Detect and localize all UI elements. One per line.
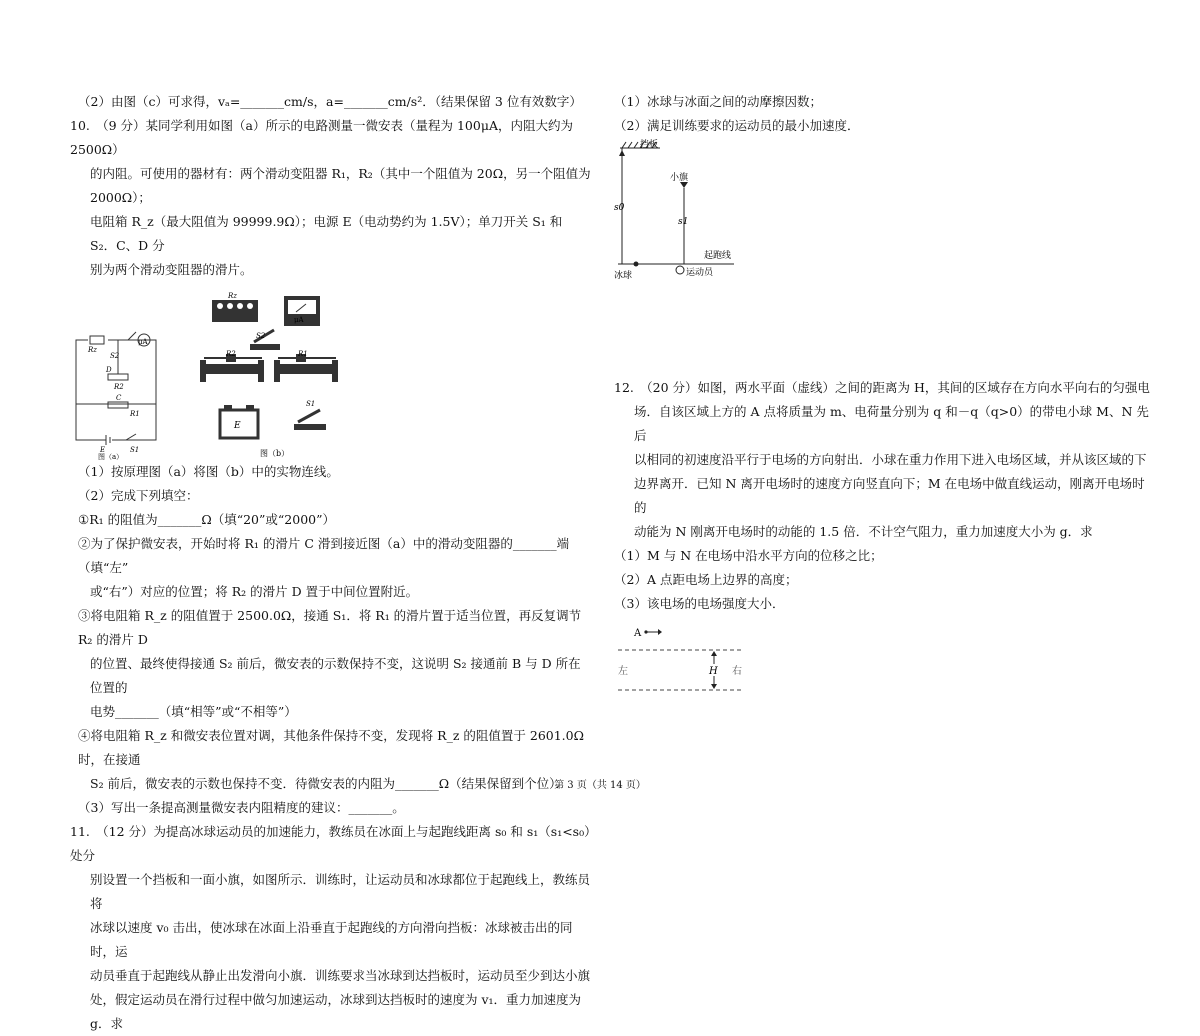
text-line: （1）M 与 N 在电场中沿水平方向的位移之比； — [614, 548, 883, 563]
text-line: 场．自该区域上方的 A 点将质量为 m、电荷量分别为 q 和－q（q>0）的带电小球 M、N 先后 — [634, 404, 1149, 443]
rheostat-r1-icon — [274, 354, 338, 382]
ice-hockey-figure — [614, 138, 1154, 288]
text-line: 别为两个滑动变阻器的滑片。 — [90, 262, 253, 277]
circuit-diagram-svg — [70, 292, 590, 460]
text-line: 电阻箱 R_z（最大阻值为 99999.9Ω）；电源 E（电动势约为 1.5V）；单刀开关 S₁ 和 S₂．C、D 分 — [90, 214, 563, 253]
switch-s1-icon — [294, 410, 326, 430]
text-line: （2）由图（c）可求得，vₐ=_______cm/s，a=_______cm/s²．（结果保留 3 位有效数字） — [78, 94, 582, 109]
h-label: H — [709, 666, 718, 677]
fig-b-s1-label: S1 — [306, 400, 316, 408]
text-line: （3）写出一条提高测量微安表内阻精度的建议：_______。 — [78, 800, 405, 815]
fig-b-caption: 图（b） — [260, 449, 290, 458]
left-column — [70, 90, 592, 1036]
text-line: （1）冰球与冰面之间的动摩擦因数； — [614, 94, 822, 109]
text-line: 的位置、最终使得接通 S₂ 前后，微安表的示数保持不变，这说明 S₂ 接通前 B 与 D 所在位置的 — [90, 656, 581, 695]
text-line: （1）按原理图（a）将图（b）中的实物连线。 — [78, 464, 339, 479]
puck-icon — [634, 262, 639, 267]
right-label: 右 — [732, 666, 742, 677]
fig-a-c-label: C — [116, 394, 122, 402]
athlete-icon — [676, 266, 684, 274]
text-line: 或“右”）对应的位置；将 R₂ 的滑片 D 置于中间位置附近。 — [90, 584, 419, 599]
fig-a-r2-label: R2 — [114, 383, 124, 391]
fig-b-e-label: E — [234, 421, 241, 431]
left-label: 左 — [618, 666, 628, 677]
text-line: 别设置一个挡板和一面小旗，如图所示．训练时，让运动员和冰球都位于起跑线上，教练员将 — [90, 872, 591, 911]
text-line: 动员垂直于起跑线从静止出发滑向小旗．训练要求当冰球到达挡板时，运动员至少到达小旗 — [90, 968, 591, 983]
fig-a-ua-label: μA — [138, 338, 148, 346]
text-line: （2）满足训练要求的运动员的最小加速度． — [614, 118, 860, 133]
baffle-label: 挡板 — [640, 140, 659, 150]
fig-a-rz-label: Rz — [88, 346, 97, 354]
puck-label: 冰球 — [614, 271, 633, 281]
text-line: S₂ 前后，微安表的示数也保持不变．待微安表的内阻为_______Ω（结果保留到个位）． — [90, 776, 568, 791]
question-11-title: 11. （12 分）为提高冰球运动员的加速能力，教练员在冰面上与起跑线距离 s₀ 和 s₁（s₁<s₀）处分 — [70, 824, 591, 863]
fig-a-caption: 图（a） — [98, 453, 124, 460]
rheostat-r2-icon — [200, 354, 264, 382]
s1-label: s1 — [678, 217, 689, 227]
electric-field-figure — [614, 622, 1154, 702]
question-10-title: 10. （9 分）某同学利用如图（a）所示的电路测量一微安表（量程为 100μA，内阻大约为 2500Ω） — [70, 118, 573, 157]
fig-a-s2-label: S2 — [110, 352, 120, 360]
text-line: ②为了保护微安表，开始时将 R₁ 的滑片 C 滑到接近图（a）中的滑动变阻器的_______端（填“左” — [78, 536, 570, 575]
electric-field-diagram-svg — [614, 622, 774, 702]
fig-b-s2-label: S2 — [256, 332, 266, 340]
fig-b-r2-label: R2 — [226, 350, 236, 358]
fig-b-rz-label: Rz — [228, 292, 237, 300]
fig-a-d-label: D — [106, 366, 112, 374]
page-footer: 第 3 页（共 14 页） — [554, 780, 646, 791]
flag-label: 小旗 — [670, 173, 689, 183]
fig-a-r1-label: R1 — [130, 410, 140, 418]
text-line: （3）该电场的电场强度大小． — [614, 596, 785, 611]
point-a-label: A — [634, 628, 642, 639]
right-column — [614, 90, 1154, 702]
text-line: （2）完成下列填空： — [78, 488, 199, 503]
text-line: 动能为 N 刚离开电场时的动能的 1.5 倍．不计空气阻力，重力加速度大小为 g．求 — [634, 524, 1093, 539]
figure-b-apparatus — [200, 296, 338, 438]
fig-b-ua-label: μA — [294, 316, 304, 324]
text-line: 电势_______（填“相等”或“不相等”） — [90, 704, 297, 719]
question-12-title: 12. （20 分）如图，两水平面（虚线）之间的距离为 H，其间的区域存在方向水平向右的匀强电 — [614, 380, 1150, 395]
text-line: 冰球以速度 v₀ 击出，使冰球在冰面上沿垂直于起跑线的方向滑向挡板：冰球被击出的同时，运 — [90, 920, 573, 959]
s0-label: s0 — [614, 203, 625, 213]
ice-hockey-diagram-svg — [614, 138, 814, 288]
athlete-label: 运动员 — [686, 268, 714, 278]
fig-b-r1-label: R1 — [298, 350, 308, 358]
fig-a-s1-label: S1 — [130, 446, 140, 454]
text-line: 的内阻。可使用的器材有：两个滑动变阻器 R₁，R₂（其中一个阻值为 20Ω，另一个阻值为 2000Ω）； — [90, 166, 591, 205]
text-line: 以相同的初速度沿平行于电场的方向射出．小球在重力作用下进入电场区域，并从该区域的下 — [634, 452, 1147, 467]
text-line: （2）A 点距电场上边界的高度； — [614, 572, 798, 587]
text-line: ①R₁ 的阻值为_______Ω（填“20”或“2000”） — [78, 512, 335, 527]
fig-a-e-label: E — [100, 446, 106, 454]
text-line: 处，假定运动员在滑行过程中做匀加速运动，冰球到达挡板时的速度为 v₁．重力加速度为 g．求 — [90, 992, 582, 1031]
text-line: ④将电阻箱 R_z 和微安表位置对调，其他条件保持不变，发现将 R_z 的阻值置于 2601.0Ω 时，在接通 — [78, 728, 584, 767]
text-line: ③将电阻箱 R_z 的阻值置于 2500.0Ω，接通 S₁．将 R₁ 的滑片置于适当位置，再反复调节 R₂ 的滑片 D — [78, 608, 582, 647]
resistance-box-icon — [212, 300, 258, 322]
text-line: 边界离开．已知 N 离开电场时的速度方向竖直向下；M 在电场中做直线运动，刚离开电场时的 — [634, 476, 1145, 515]
circuit-figures — [70, 292, 592, 460]
start-line-label: 起跑线 — [704, 251, 732, 261]
